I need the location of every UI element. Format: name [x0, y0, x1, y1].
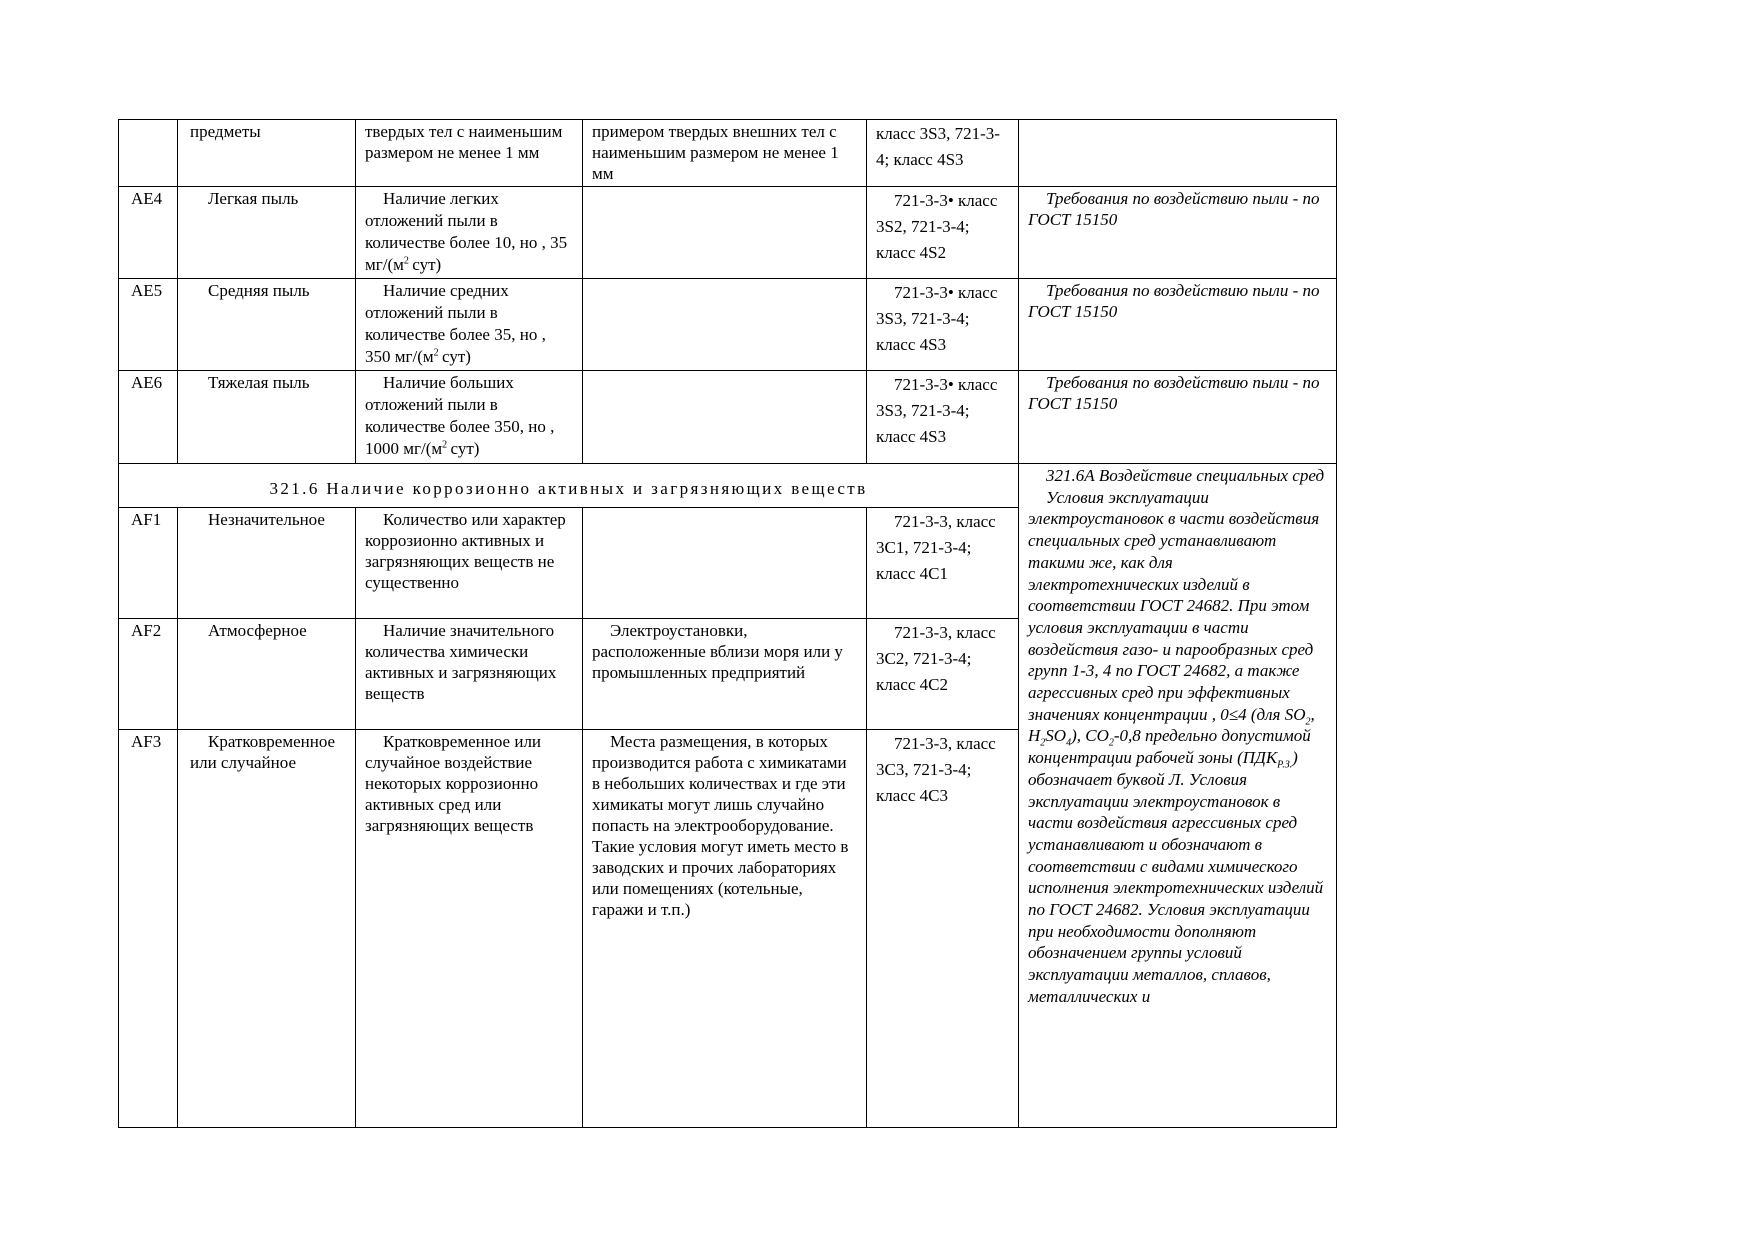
description-cell: Наличие больших отложений пыли в количестве более 350, но , 1000 $мг/(м^2$ сут)	[356, 371, 583, 464]
standard-cell: 721-3-3• класс 3S2, 721-3-4; класс 4S2	[867, 187, 1019, 279]
section-header-row	[119, 464, 1337, 508]
conditions-table	[118, 119, 1337, 1128]
note-cell	[1019, 120, 1337, 187]
example-cell: Электроустановки, расположенные вблизи моря или у промышленных предприятий	[583, 619, 867, 730]
note-cell: Требования по воздействию пыли - по ГОСТ 15150	[1019, 279, 1337, 371]
code-cell: AE4	[119, 187, 178, 279]
standard-cell: 721-3-3, класс 3C1, 721-3-4; класс 4C1	[867, 508, 1019, 619]
name-cell: Легкая пыль	[208, 189, 299, 208]
standard-cell: 721-3-3• класс 3S3, 721-3-4; класс 4S3	[867, 371, 1019, 464]
name-cell: предметы	[178, 120, 356, 187]
name-cell: Атмосферное	[208, 621, 307, 640]
description-cell: Наличие легких отложений пыли в количестве более 10, но , 35 $мг/(м^2$ сут)	[356, 187, 583, 279]
code-cell: AF2	[119, 619, 178, 730]
description-cell: твердых тел с наименьшим размером не менее 1 мм	[356, 120, 583, 187]
section-note-cell	[1019, 464, 1337, 1128]
table-row	[119, 187, 1337, 279]
code-cell	[119, 120, 178, 187]
description-cell: Количество или характер коррозионно активных и загрязняющих веществ не существенно	[356, 508, 583, 619]
name-cell: Незначительное	[208, 510, 325, 529]
code-cell: AE5	[119, 279, 178, 371]
table-row	[119, 279, 1337, 371]
note-cell: Требования по воздействию пыли - по ГОСТ 15150	[1019, 371, 1337, 464]
code-cell: AF1	[119, 508, 178, 619]
section-note-body: Условия эксплуатации электроустановок в части воздействия специальных сред устанавливают такими же, как для электротехнических изделий в соответствии ГОСТ 24682. При этом условия эксплуатации в части воздействия газо- и парообразных сред групп 1-3, 4 по ГОСТ 24682, а также агрессивных сред при эффективных значениях концентрации , 0≤4 (для $SO_2$, $H_2SO_4$), $CO_2-0,8$ предельно допустимой концентрации рабочей зоны $(ПДК_{Р.З.})$ обозначает буквой Л. Условия эксплуатации электроустановок в части воздействия агрессивных сред устанавливают и обозначают в соответствии с видами химического исполнения электротехнических изделий по ГОСТ 24682. Условия эксплуатации при необходимости дополняют обозначением группы условий эксплуатации металлов, сплавов, металлических и	[1028, 487, 1324, 1006]
code-cell: AE6	[119, 371, 178, 464]
example-cell: примером твердых внешних тел с наименьшим размером не менее 1 мм	[583, 120, 867, 187]
example-cell	[583, 279, 867, 371]
section-title: 321.6 Наличие коррозионно активных и загрязняющих веществ	[119, 464, 1019, 508]
name-cell: Кратковременное или случайное	[190, 732, 336, 772]
example-cell	[583, 371, 867, 464]
table-row	[119, 120, 1337, 187]
example-cell	[583, 508, 867, 619]
example-cell	[583, 187, 867, 279]
note-cell: Требования по воздействию пыли - по ГОСТ 15150	[1019, 187, 1337, 279]
description-cell: Наличие средних отложений пыли в количестве более 35, но , 350 $мг/(м^2$ сут)	[356, 279, 583, 371]
description-cell: Наличие значительного количества химически активных и загрязняющих веществ	[356, 619, 583, 730]
name-cell: Средняя пыль	[208, 281, 310, 300]
example-cell: Места размещения, в которых производится работа с химикатами в небольших количествах и где эти химикаты могут лишь случайно попасть на электрооборудование. Такие условия могут иметь место в заводских и прочих лабораториях или помещениях (котельные, гаражи и т.п.)	[583, 730, 867, 1128]
code-cell: AF3	[119, 730, 178, 1128]
standard-cell: класс 3S3, 721-3-4; класс 4S3	[867, 120, 1019, 187]
section-note-head: 321.6А Воздействие специальных сред	[1046, 466, 1325, 485]
standard-cell: 721-3-3, класс 3C2, 721-3-4; класс 4C2	[867, 619, 1019, 730]
table-row	[119, 371, 1337, 464]
standard-cell: 721-3-3, класс 3C3, 721-3-4; класс 4C3	[867, 730, 1019, 1128]
standard-cell: 721-3-3• класс 3S3, 721-3-4; класс 4S3	[867, 279, 1019, 371]
description-cell: Кратковременное или случайное воздействие некоторых коррозионно активных сред или загрязняющих веществ	[356, 730, 583, 1128]
name-cell: Тяжелая пыль	[208, 373, 310, 392]
